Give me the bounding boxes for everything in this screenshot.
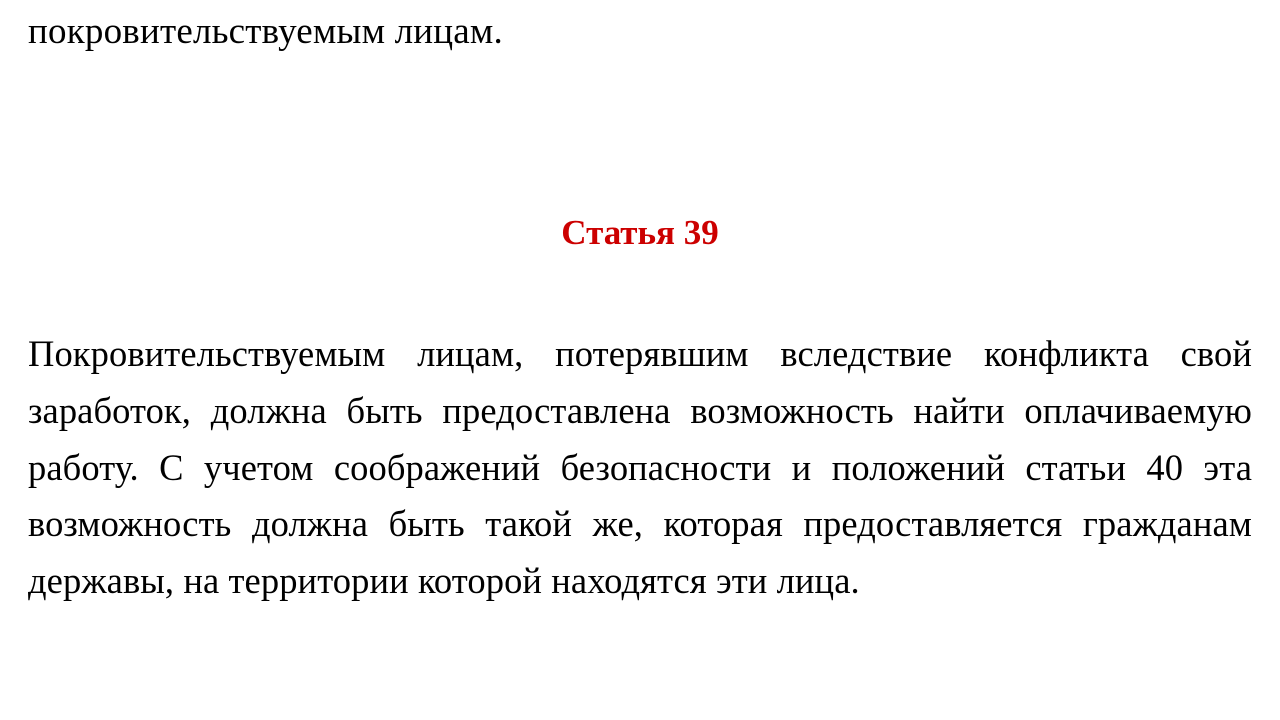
article-body-paragraph: Покровительствуемым лицам, потерявшим вследствие конфликта свой заработок, должна быть предоставлена возможность найти оплачиваемую работу. С учетом соображений безопасности и положений статьи 40 эта возможность должна быть такой же, которая предоставляется гражданам державы, на территории которой находятся эти лица.: [28, 332, 1252, 602]
article-heading: Статья 39: [561, 212, 719, 252]
continued-paragraph: покровительствуемым лицам.: [28, 11, 503, 52]
